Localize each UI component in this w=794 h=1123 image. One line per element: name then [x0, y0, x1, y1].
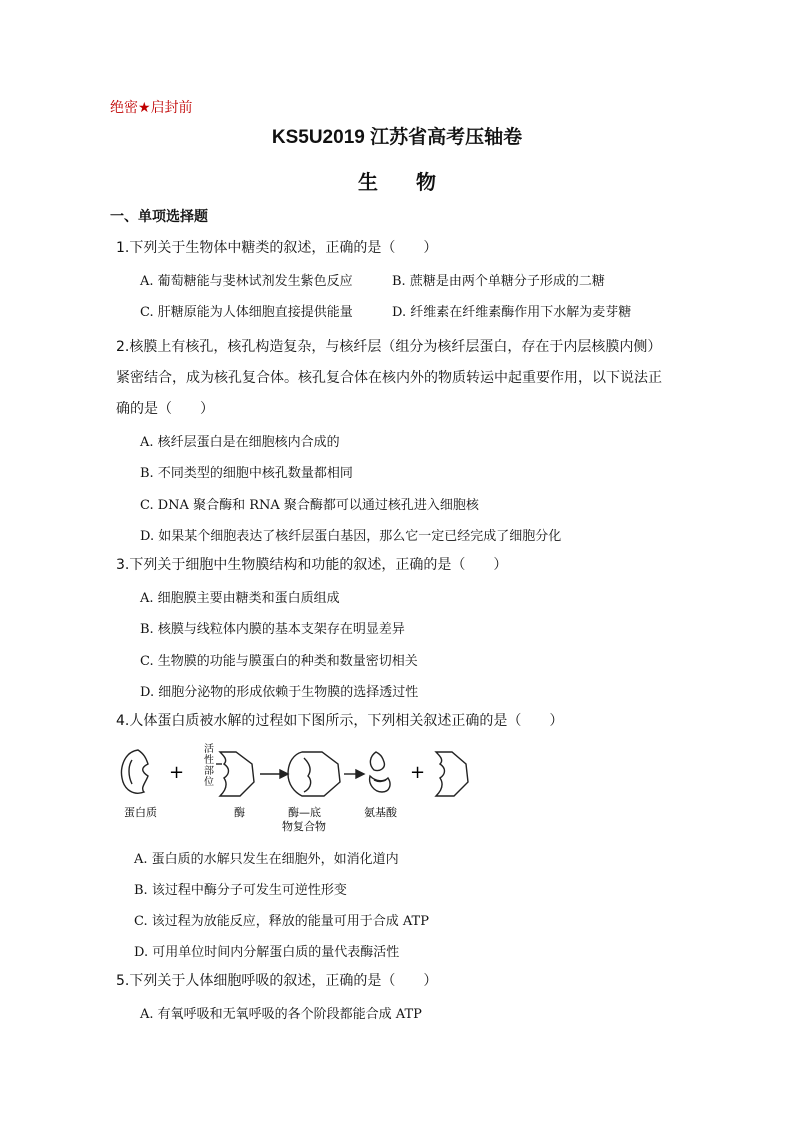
confidential-text: 绝密 — [110, 100, 138, 116]
star-icon: ★ — [138, 100, 151, 116]
question-1-option-c: C. 肝糖原能为人体细胞直接提供能量 — [140, 305, 353, 320]
question-3-option-a: A. 细胞膜主要由糖类和蛋白质组成 — [140, 591, 340, 606]
question-4-option-a: A. 蛋白质的水解只发生在细胞外，如消化道内 — [134, 852, 399, 867]
section-heading: 一、单项选择题 — [110, 209, 208, 225]
question-1-option-d: D. 纤维素在纤维素酶作用下水解为麦芽糖 — [392, 305, 632, 320]
confidential-mark — [110, 97, 193, 117]
question-4-option-b: B. 该过程中酶分子可发生可逆性形变 — [134, 883, 347, 898]
active-site-char-2: 性 — [204, 755, 214, 766]
amino-acid-label: 氨基酸 — [364, 806, 397, 819]
plus-sign-2: + — [410, 762, 426, 783]
question-2-option-b: B. 不同类型的细胞中核孔数量都相同 — [140, 466, 353, 481]
question-1-stem: 1.下列关于生物体中糖类的叙述，正确的是（ ） — [116, 240, 438, 256]
enzyme-released-shape — [436, 752, 468, 796]
arrow-1 — [260, 770, 288, 778]
question-2-stem-line-3: 确的是（ ） — [116, 401, 214, 417]
question-4-option-d: D. 可用单位时间内分解蛋白质的量代表酶活性 — [134, 945, 400, 960]
exam-title: KS5U2019 江苏省高考压轴卷 — [271, 127, 523, 148]
complex-label-line-2: 物复合物 — [282, 820, 326, 832]
question-3-stem: 3.下列关于细胞中生物膜结构和功能的叙述，正确的是（ ） — [116, 557, 508, 573]
protein-shape — [122, 750, 148, 793]
confidential-text-2: 启封前 — [150, 100, 193, 116]
complex-label-line-1: 酶—底 — [288, 806, 321, 819]
question-2-option-d: D. 如果某个细胞表达了核纤层蛋白基因，那么它一定已经完成了细胞分化 — [140, 529, 562, 544]
question-4-option-c: C. 该过程为放能反应，释放的能量可用于合成 ATP — [134, 914, 429, 929]
protein-label: 蛋白质 — [124, 806, 157, 819]
arrow-2 — [344, 770, 364, 778]
question-4-stem: 4.人体蛋白质被水解的过程如下图所示，下列相关叙述正确的是（ ） — [116, 713, 564, 729]
active-site-char-1: 活 — [204, 744, 214, 755]
question-2-stem-line-2: 紧密结合，成为核孔复合体。核孔复合体在核内外的物质转运中起重要作用，以下说法正 — [116, 370, 662, 386]
question-1-option-b: B. 蔗糖是由两个单糖分子形成的二糖 — [392, 274, 605, 289]
complex-shape — [288, 752, 340, 796]
question-2-option-a: A. 核纤层蛋白是在细胞核内合成的 — [140, 435, 340, 450]
enzyme-label: 酶 — [234, 806, 245, 819]
question-2-stem-line-1: 2.核膜上有核孔，核孔构造复杂，与核纤层（组分为核纤层蛋白，存在于内层核膜内侧） — [116, 339, 662, 355]
plus-sign-1: + — [169, 762, 185, 783]
active-site-char-4: 位 — [204, 777, 214, 788]
amino-acid-shape — [370, 752, 390, 792]
question-5-option-a: A. 有氧呼吸和无氧呼吸的各个阶段都能合成 ATP — [140, 1007, 422, 1022]
question-1-option-a: A. 葡萄糖能与斐林试剂发生紫色反应 — [140, 274, 353, 289]
hydrolysis-diagram — [118, 742, 478, 832]
question-5-stem: 5.下列关于人体细胞呼吸的叙述，正确的是（ ） — [116, 973, 438, 989]
question-2-option-c: C. DNA 聚合酶和 RNA 聚合酶都可以通过核孔进入细胞核 — [140, 498, 479, 513]
question-3-option-c: C. 生物膜的功能与膜蛋白的种类和数量密切相关 — [140, 654, 418, 669]
question-3-option-b: B. 核膜与线粒体内膜的基本支架存在明显差异 — [140, 622, 405, 637]
subject-title: 生物 — [358, 170, 474, 194]
active-site-char-3: 部 — [204, 766, 214, 777]
enzyme-shape — [216, 752, 254, 796]
question-3-option-d: D. 细胞分泌物的形成依赖于生物膜的选择透过性 — [140, 685, 419, 700]
